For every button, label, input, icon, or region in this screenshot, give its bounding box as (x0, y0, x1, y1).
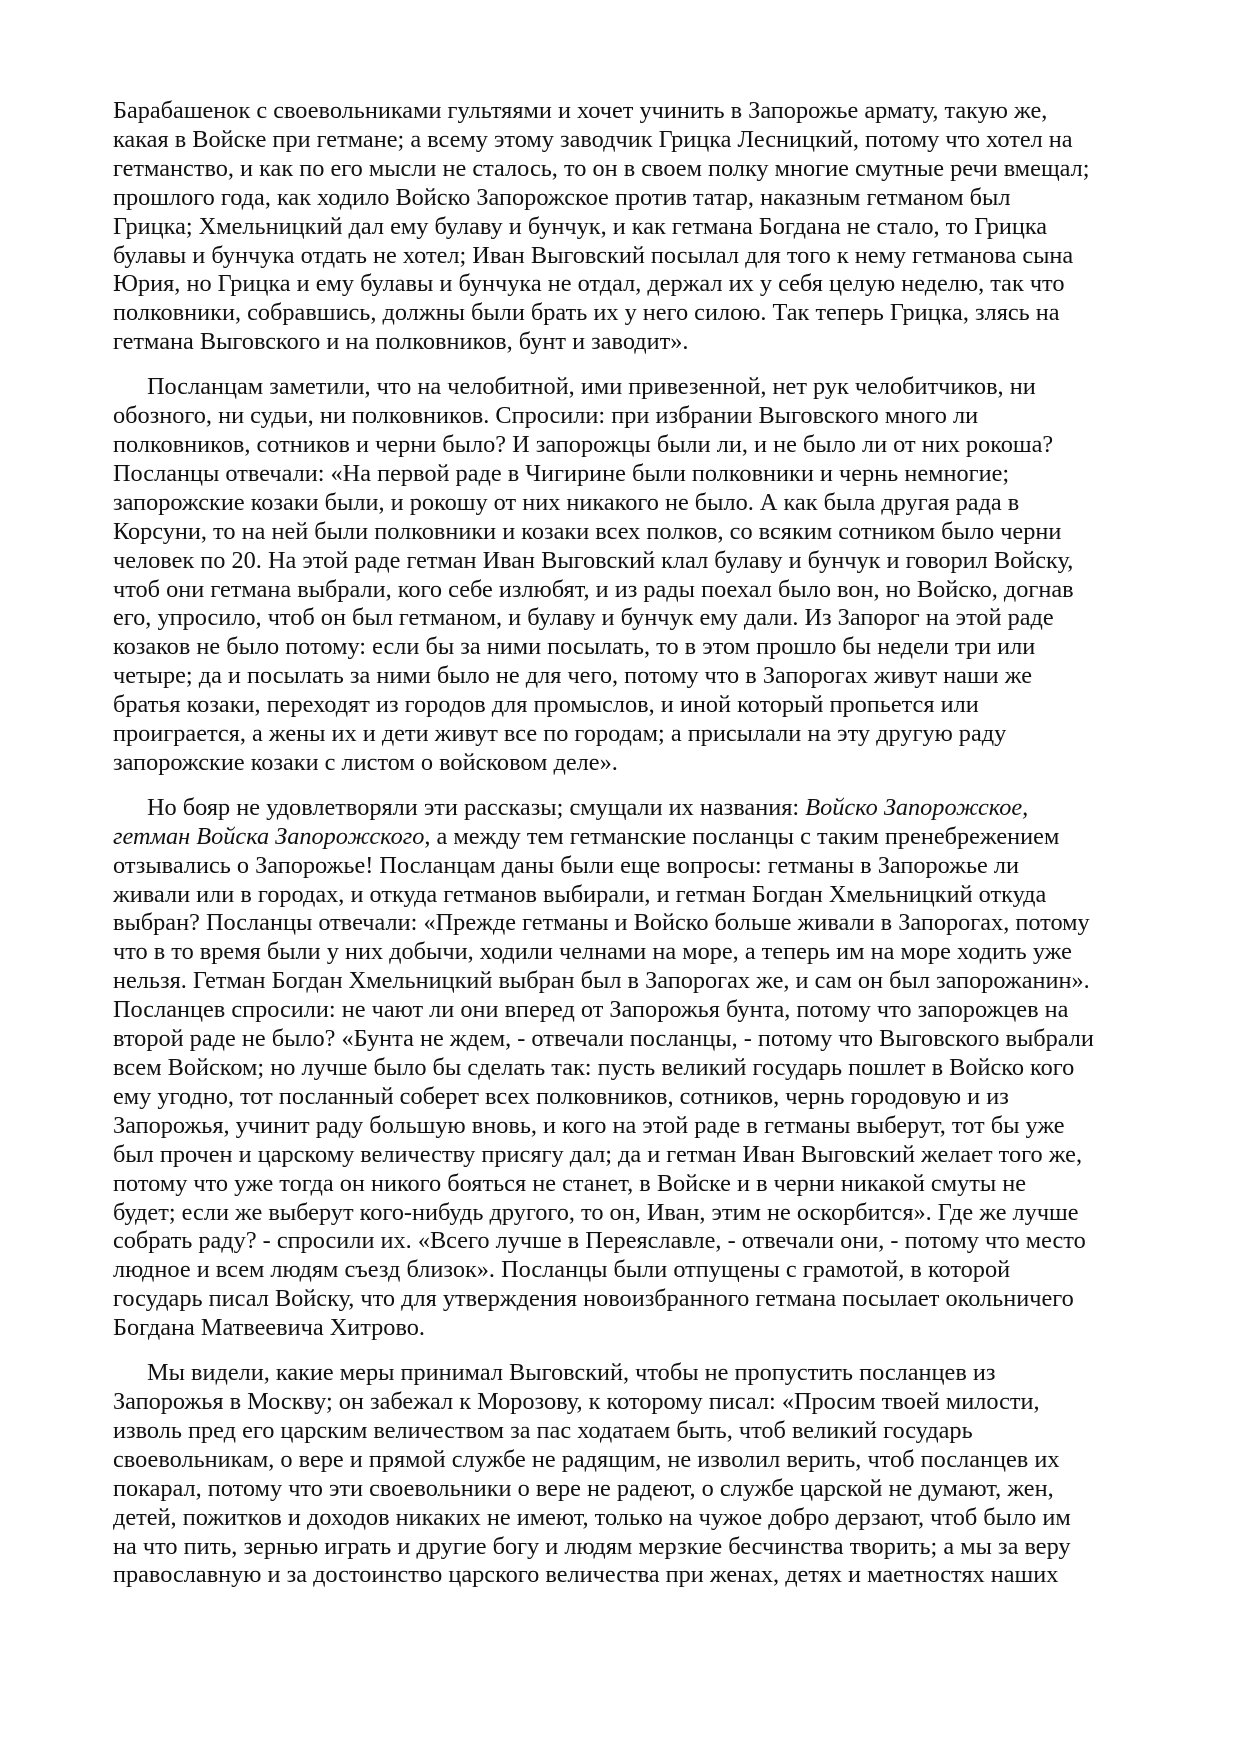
paragraph-3 (113, 794, 1129, 1343)
text-line: второй раде не было? «Бунта не ждем, - отвечали посланцы, - потому что Выговского выбрали (113, 1025, 1094, 1053)
text-line: четыре; да и посылать за ними было не для чего, потому что в Запорогах живут наши же (113, 662, 1032, 690)
text-line: козаков не было потому: если бы за ними посылать, то в этом прошло бы недели три или (113, 633, 1036, 661)
text-line: нельзя. Гетман Богдан Хмельницкий выбран был в Запорогах же, и сам он был запорожанин». (113, 967, 1090, 995)
text-line: запорожские козаки с листом о войсковом деле». (113, 748, 618, 776)
text-line: Запорожья в Москву; он забежал к Морозову, к которому писал: «Просим твоей милости, (113, 1387, 1040, 1415)
text-line: на что пить, зернью играть и другие богу и людям мерзкие бесчинства творить; а мы за веру (113, 1532, 1071, 1560)
text-line (113, 823, 1129, 852)
text-line: что в то время были у них добычи, ходили челнами на море, а теперь им на море ходить уже (113, 938, 1072, 966)
text-line: собрать раду? - спросили их. «Всего лучше в Переяславле, - отвечали они, - потому что место (113, 1227, 1086, 1255)
text-line: Мы видели, какие меры принимал Выговский, чтобы не пропустить посланцев из (147, 1359, 996, 1387)
text-line: Юрия, но Грицка и ему булавы и бунчука не отдал, держал их у себя целую неделю, так что (113, 270, 1065, 298)
text-line: своевольникам, о вере и прямой службе не радящим, не изволил верить, чтоб посланцев их (113, 1445, 1060, 1473)
text-line: покарал, потому что эти своевольники о вере не радеют, о службе царской не думают, жен, (113, 1474, 1054, 1502)
text-line: Богдана Матвеевича Хитрово. (113, 1314, 425, 1342)
text-line: отзывались о Запорожье! Посланцам даны были еще вопросы: гетманы в Запорожье ли (113, 851, 1020, 879)
text-line: детей, пожитков и доходов никаких не имеют, только на чужое добро дерзают, чтоб было им (113, 1503, 1071, 1531)
text-line: полковников, сотников и черни было? И запорожцы были ли, и не было ли от них рокоша? (113, 430, 1054, 458)
text-line: Посланцы отвечали: «На первой раде в Чигирине были полковники и чернь немногие; (113, 459, 1010, 487)
text-line: государь писал Войску, что для утверждения новоизбранного гетмана посылает окольничего (113, 1285, 1074, 1313)
text-line: человек по 20. На этой раде гетман Иван Выговский клал булаву и бунчук и говорил Войску, (113, 546, 1074, 574)
text-line: булавы и бунчука отдать не хотел; Иван Выговский посылал для того к нему гетманова сына (113, 241, 1074, 269)
text-run: Но бояр не удовлетворяли эти рассказы; смущали их названия: (147, 793, 806, 821)
text-line (113, 794, 1129, 823)
document-page (113, 97, 1129, 1606)
text-line: гетмана Выговского и на полковников, бунт и заводит». (113, 328, 689, 356)
text-line: проиграется, а жены их и дети живут все по городам; а присылали на эту другую раду (113, 720, 1007, 748)
text-line: ему угодно, тот посланный соберет всех полковников, сотников, чернь городовую и из (113, 1082, 1009, 1110)
text-line: какая в Войске при гетмане; а всему этому заводчик Грицка Лесницкий, потому что хотел на (113, 125, 1073, 153)
italic-title: гетман Войска Запорожского (113, 822, 425, 850)
text-line: Посланцев спросили: не чают ли они вперед от Запорожья бунта, потому что запорожцев на (113, 996, 1069, 1024)
text-line: потому что уже тогда он никого бояться не станет, в Войске и в черни никакой смуты не (113, 1169, 1027, 1197)
paragraph-1 (113, 97, 1129, 357)
text-line: выбран? Посланцы отвечали: «Прежде гетманы и Войско больше живали в Запорогах, потому (113, 909, 1090, 937)
text-line: людное и всем людям съезд близок». Посланцы были отпущены с грамотой, в которой (113, 1256, 1011, 1284)
text-run: , а между тем гетманские посланцы с таким пренебрежением (424, 822, 1060, 850)
text-line: будет; если же выберут кого-нибудь другого, то он, Иван, этим не оскорбится». Где же лучше (113, 1198, 1079, 1226)
text-line: его, упросило, чтоб он был гетманом, и булаву и бунчук ему дали. Из Запорог на этой раде (113, 604, 1054, 632)
text-line: полковники, собравшись, должны были брать их у него силою. Так теперь Грицка, злясь на (113, 299, 1060, 327)
text-line: запорожские козаки были, и рокошу от них никакого не было. А как была другая рада в (113, 488, 1020, 516)
text-line: прошлого года, как ходило Войско Запорожское против татар, наказным гетманом был (113, 183, 1011, 211)
text-line: был прочен и царскому величеству присягу дал; да и гетман Иван Выговский желает того же, (113, 1140, 1083, 1168)
text-line: чтоб они гетмана выбрали, кого себе излюбят, и из рады поехал было вон, но Войско, догнав (113, 575, 1074, 603)
text-line: Грицка; Хмельницкий дал ему булаву и бунчук, и как гетмана Богдана не стало, то Грицка (113, 212, 1048, 240)
italic-title: Войско Запорожское, (805, 793, 1029, 821)
text-line: обозного, ни судьи, ни полковников. Спросили: при избрании Выговского много ли (113, 402, 979, 430)
text-line: Запорожья, учинит раду большую вновь, и кого на этой раде в гетманы выберут, тот бы уже (113, 1111, 1065, 1139)
text-line: братья козаки, переходят из городов для промыслов, и иной который пропьется или (113, 691, 979, 719)
text-line: гетманство, и как по его мысли не сталось, то он в своем полку многие смутные речи вмещал; (113, 154, 1090, 182)
paragraph-2 (113, 373, 1129, 778)
text-line: изволь пред его царским величеством за пас ходатаем быть, чтоб великий государь (113, 1416, 973, 1444)
text-line: Посланцам заметили, что на челобитной, ими привезенной, нет рук челобитчиков, ни (147, 373, 1036, 401)
text-line: православную и за достоинство царского величества при женах, детях и маетностях наших (113, 1561, 1059, 1589)
text-line: Барабашенок с своевольниками гультяями и хочет учинить в Запорожье армату, такую же, (113, 97, 1048, 124)
paragraph-4 (113, 1359, 1129, 1590)
text-line: всем Войском; но лучше было бы сделать так: пусть великий государь пошлет в Войско кого (113, 1054, 1075, 1081)
text-line: живали или в городах, и откуда гетманов выбирали, и гетман Богдан Хмельницкий откуда (113, 880, 1047, 908)
text-line: Корсуни, то на ней были полковники и козаки всех полков, со всяким сотником было черни (113, 517, 1062, 545)
